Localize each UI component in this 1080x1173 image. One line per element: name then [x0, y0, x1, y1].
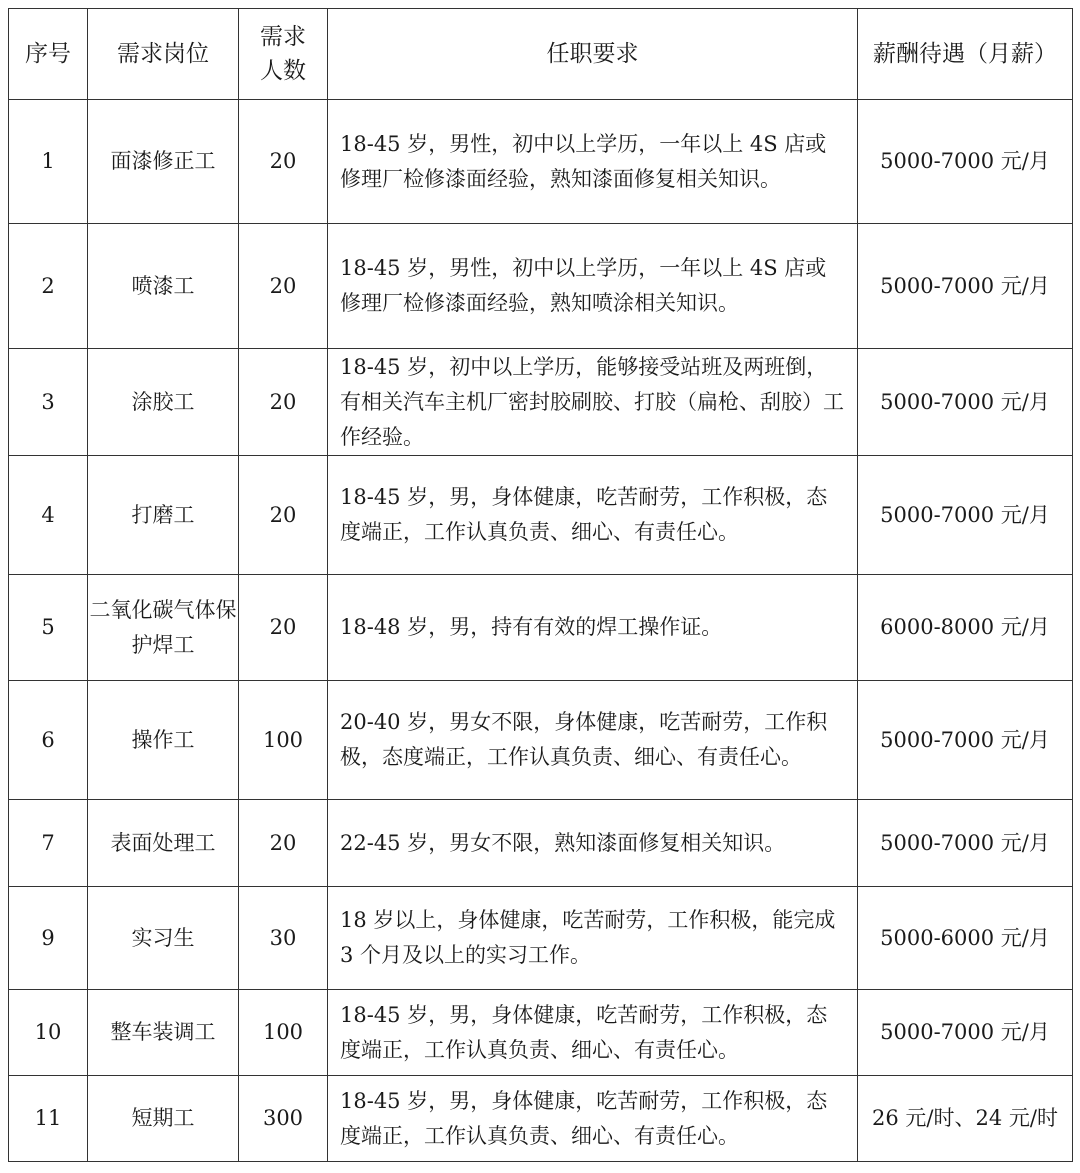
header-salary: 薪酬待遇（月薪） — [858, 9, 1073, 100]
row-count: 20 — [239, 100, 328, 224]
row-requirement: 18-45 岁，男，身体健康，吃苦耐劳，工作积极，态度端正，工作认真负责、细心、有责任心。 — [328, 456, 858, 575]
row-number: 1 — [9, 100, 88, 224]
row-count: 300 — [239, 1076, 328, 1162]
row-requirement: 18-45 岁，男性，初中以上学历，一年以上 4S 店或修理厂检修漆面经验，熟知喷涂相关知识。 — [328, 224, 858, 349]
row-salary: 26 元/时、24 元/时 — [858, 1076, 1073, 1162]
row-number: 4 — [9, 456, 88, 575]
row-salary: 5000-7000 元/月 — [858, 100, 1073, 224]
header-count-line1: 需求 — [260, 24, 306, 50]
row-requirement: 22-45 岁，男女不限，熟知漆面修复相关知识。 — [328, 800, 858, 887]
row-number: 10 — [9, 990, 88, 1076]
row-number: 2 — [9, 224, 88, 349]
row-requirement: 18-48 岁，男，持有有效的焊工操作证。 — [328, 575, 858, 681]
row-requirement: 18-45 岁，男，身体健康，吃苦耐劳，工作积极，态度端正，工作认真负责、细心、有责任心。 — [328, 990, 858, 1076]
table-row — [9, 887, 1073, 990]
header-count-line2: 人数 — [260, 58, 306, 84]
table-row — [9, 990, 1073, 1076]
row-number: 3 — [9, 349, 88, 456]
table-row — [9, 681, 1073, 800]
row-count: 20 — [239, 349, 328, 456]
row-position: 喷漆工 — [88, 224, 239, 349]
row-count: 20 — [239, 800, 328, 887]
row-position: 整车装调工 — [88, 990, 239, 1076]
row-count: 20 — [239, 575, 328, 681]
row-number: 6 — [9, 681, 88, 800]
table-row — [9, 349, 1073, 456]
row-salary: 5000-7000 元/月 — [858, 349, 1073, 456]
row-number: 9 — [9, 887, 88, 990]
header-position: 需求岗位 — [88, 9, 239, 100]
row-position: 表面处理工 — [88, 800, 239, 887]
job-table-container — [8, 8, 1073, 1162]
row-position: 涂胶工 — [88, 349, 239, 456]
table-row — [9, 800, 1073, 887]
table-row — [9, 1076, 1073, 1162]
row-salary: 5000-7000 元/月 — [858, 456, 1073, 575]
table-row — [9, 456, 1073, 575]
row-salary: 5000-7000 元/月 — [858, 224, 1073, 349]
row-requirement: 18-45 岁，男性，初中以上学历，一年以上 4S 店或修理厂检修漆面经验，熟知漆面修复相关知识。 — [328, 100, 858, 224]
header-number: 序号 — [9, 9, 88, 100]
row-count: 100 — [239, 990, 328, 1076]
row-count: 20 — [239, 224, 328, 349]
row-requirement: 18-45 岁，男，身体健康，吃苦耐劳，工作积极，态度端正，工作认真负责、细心、有责任心。 — [328, 1076, 858, 1162]
row-position: 实习生 — [88, 887, 239, 990]
row-salary: 5000-7000 元/月 — [858, 990, 1073, 1076]
row-position: 二氧化碳气体保护焊工 — [88, 575, 239, 681]
job-requirements-table — [8, 8, 1073, 1162]
row-count: 30 — [239, 887, 328, 990]
row-count: 20 — [239, 456, 328, 575]
row-salary: 5000-7000 元/月 — [858, 800, 1073, 887]
row-salary: 6000-8000 元/月 — [858, 575, 1073, 681]
row-requirement: 20-40 岁，男女不限，身体健康，吃苦耐劳，工作积极，态度端正，工作认真负责、细心、有责任心。 — [328, 681, 858, 800]
row-requirement: 18-45 岁，初中以上学历，能够接受站班及两班倒，有相关汽车主机厂密封胶刷胶、打胶（扁枪、刮胶）工作经验。 — [328, 349, 858, 456]
row-position: 打磨工 — [88, 456, 239, 575]
row-position: 面漆修正工 — [88, 100, 239, 224]
row-number: 5 — [9, 575, 88, 681]
row-position: 短期工 — [88, 1076, 239, 1162]
table-row — [9, 100, 1073, 224]
table-row — [9, 224, 1073, 349]
row-number: 7 — [9, 800, 88, 887]
row-salary: 5000-6000 元/月 — [858, 887, 1073, 990]
table-row — [9, 575, 1073, 681]
row-count: 100 — [239, 681, 328, 800]
row-requirement: 18 岁以上，身体健康，吃苦耐劳，工作积极，能完成 3 个月及以上的实习工作。 — [328, 887, 858, 990]
row-number: 11 — [9, 1076, 88, 1162]
header-count — [239, 9, 328, 100]
row-salary: 5000-7000 元/月 — [858, 681, 1073, 800]
header-row — [9, 9, 1073, 100]
row-position: 操作工 — [88, 681, 239, 800]
header-requirement: 任职要求 — [328, 9, 858, 100]
